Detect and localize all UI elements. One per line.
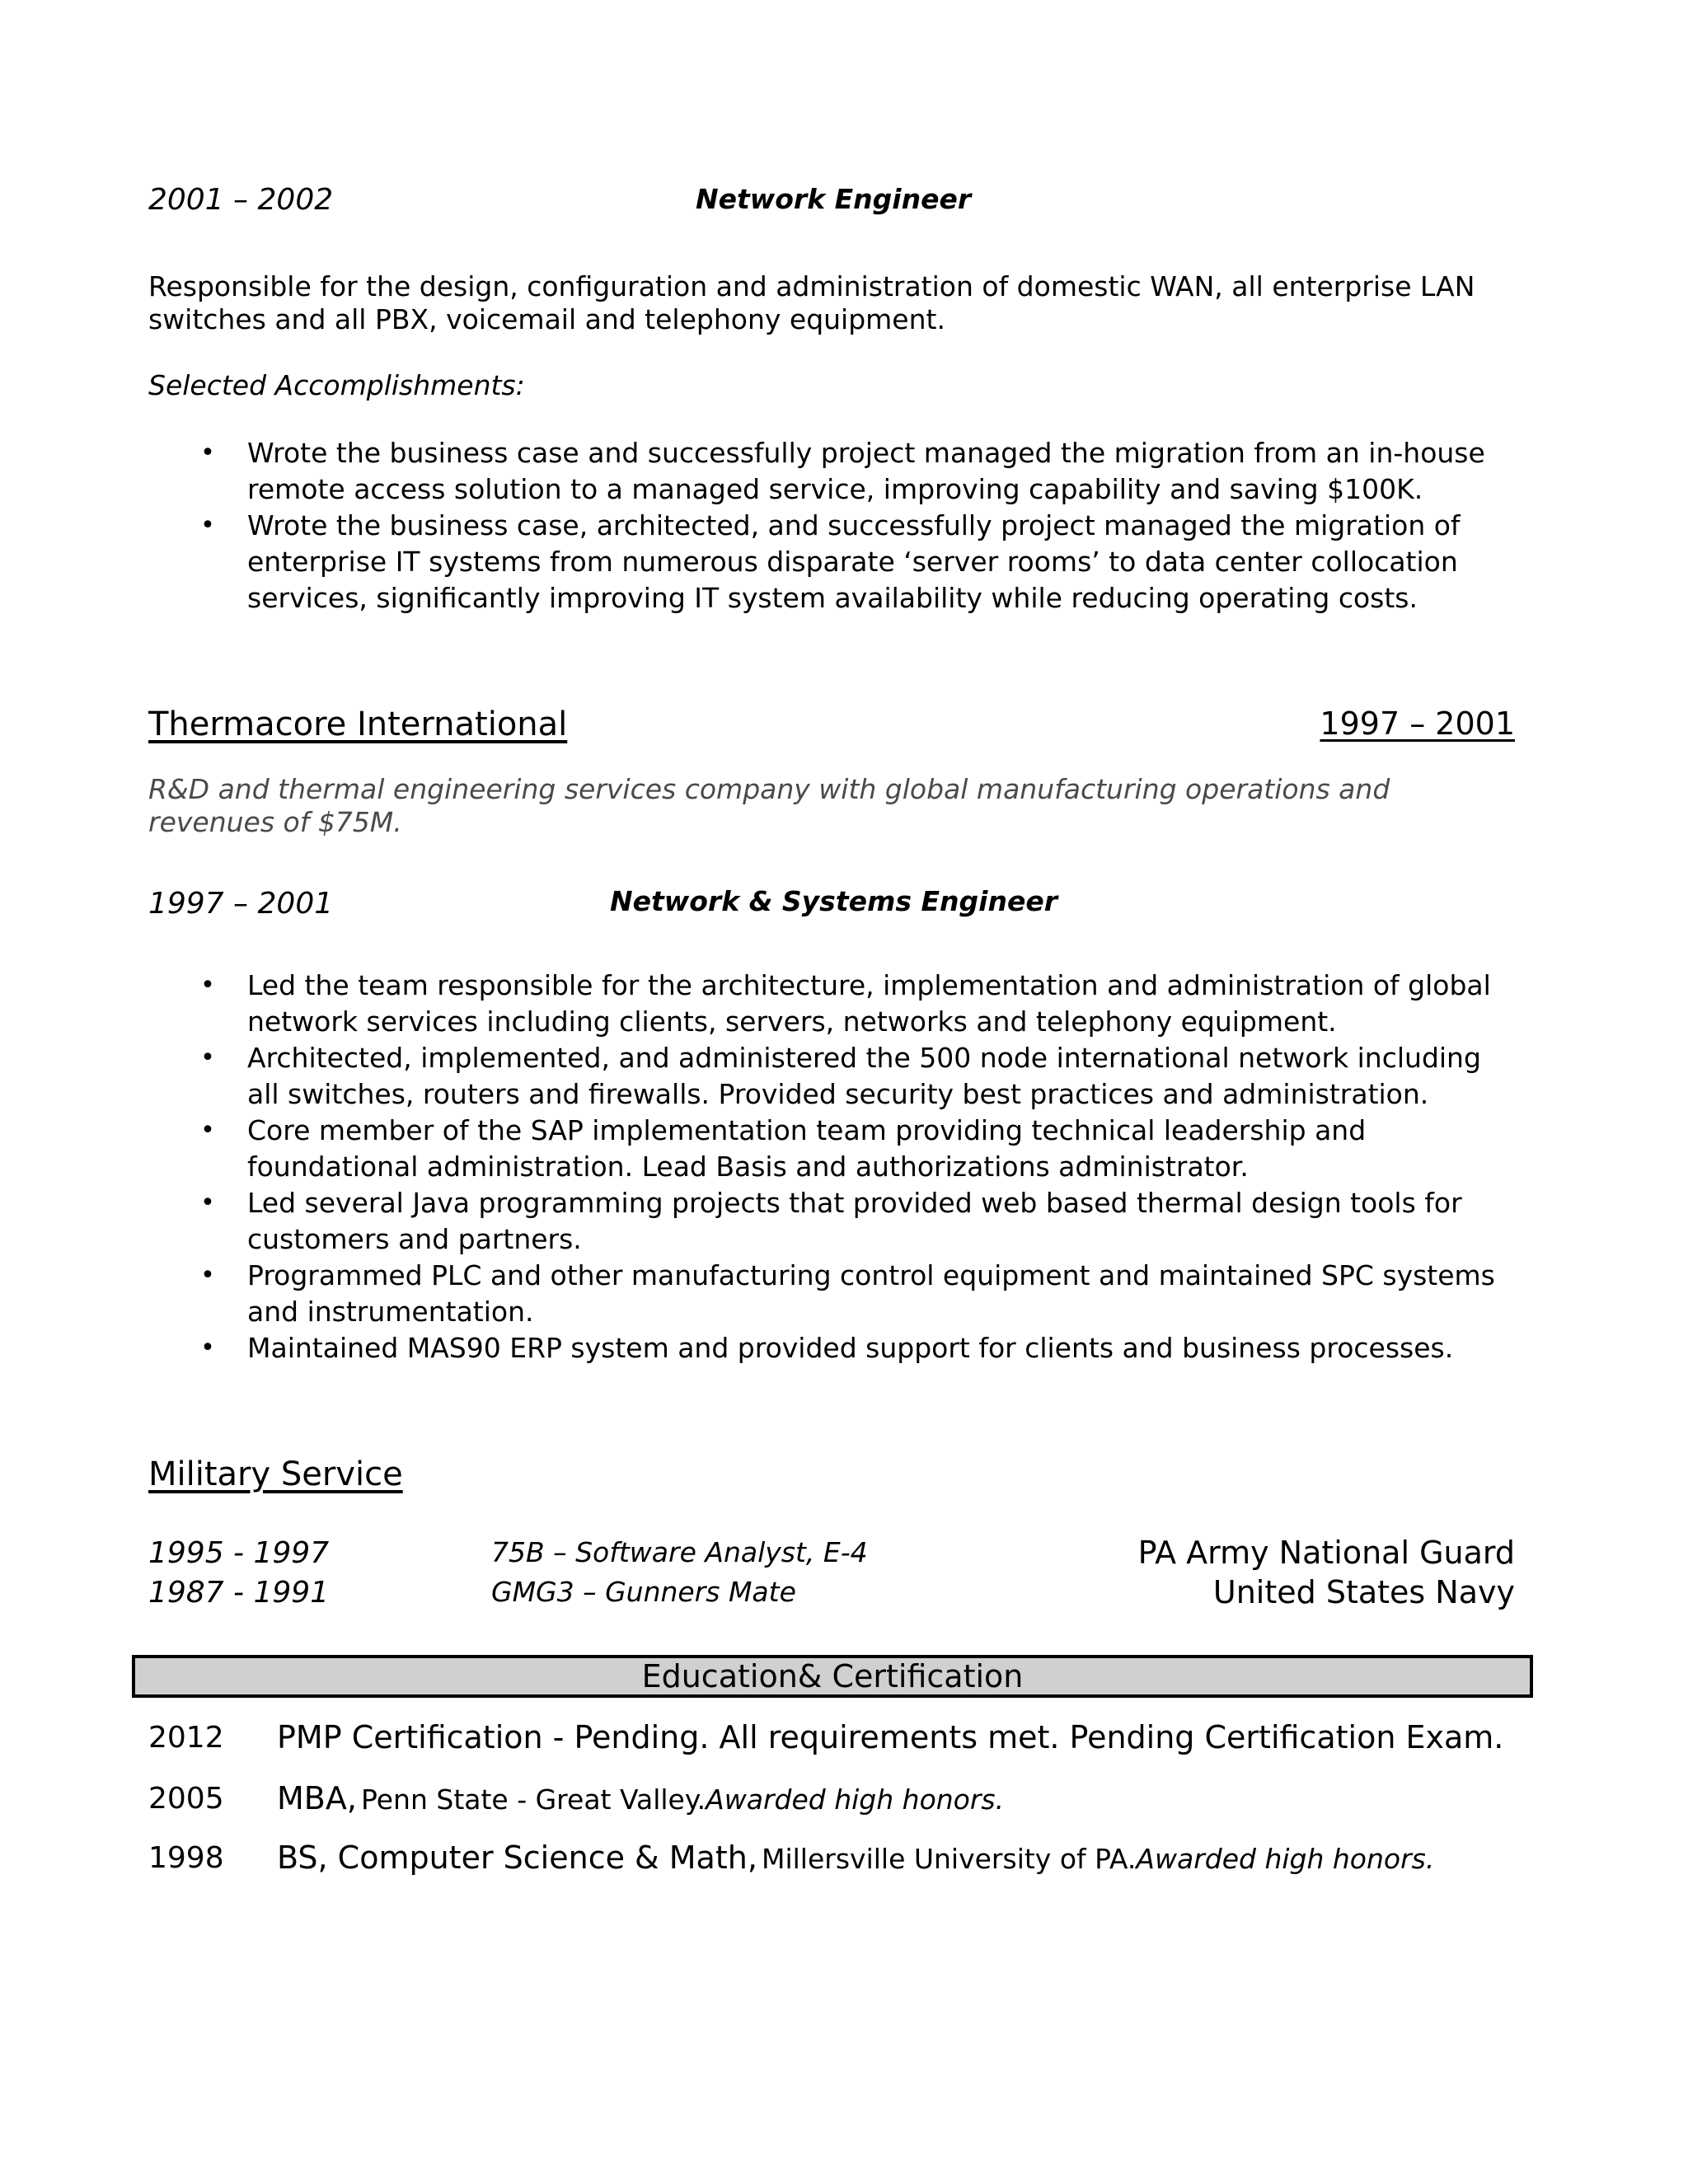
bullet-line: Wrote the business case and successfully project managed the migration from an in-house [247, 437, 1485, 469]
bullet-line: Core member of the SAP implementation team providing technical leadership and [247, 1114, 1367, 1146]
edu-honors: Awarded high honors. [706, 1783, 1005, 1816]
list-item [191, 968, 1543, 1040]
edu-year-3 [148, 1841, 224, 1875]
edu-school: Penn State - Great Valley. [361, 1783, 706, 1816]
list-item [191, 1185, 1543, 1258]
list-item [191, 508, 1543, 616]
edu-honors: Awarded high honors. [1136, 1843, 1435, 1875]
edu-detail-3 [277, 1840, 1434, 1876]
edu-year-text: 2005 [148, 1782, 224, 1816]
company-dates: 1997 – 2001 [1320, 705, 1515, 742]
company-desc-line2: revenues of $75M. [148, 806, 402, 838]
bullet-dot-icon: • [200, 1261, 215, 1290]
military-role-2: GMG3 – Gunners Mate [491, 1576, 796, 1608]
bullet-dot-icon: • [200, 511, 215, 540]
education-heading-box [132, 1655, 1533, 1698]
bullet-line: Architected, implemented, and administered the 500 node international network including [247, 1042, 1481, 1074]
bullet-dot-icon: • [200, 1043, 215, 1072]
list-item [191, 1258, 1543, 1330]
bullet-line: remote access solution to a managed service, improving capability and saving $100K. [247, 473, 1423, 505]
edu-school: Millersville University of PA. [762, 1843, 1137, 1875]
job2-dates: 1997 – 2001 [148, 887, 334, 921]
edu-year-text: 1998 [148, 1841, 224, 1875]
military-role-1: 75B – Software Analyst, E-4 [491, 1536, 868, 1568]
edu-degree: BS, Computer Science & Math, [277, 1840, 757, 1876]
company-desc-line1: R&D and thermal engineering services company with global manufacturing operations and [148, 773, 1390, 805]
job2-bullet-list [191, 968, 1543, 1366]
military-heading: Military Service [148, 1455, 403, 1493]
bullet-dot-icon: • [200, 971, 215, 1000]
bullet-line: foundational administration. Lead Basis and authorizations administrator. [247, 1151, 1249, 1183]
bullet-line: Led several Java programming projects that provided web based thermal design tools for [247, 1187, 1462, 1219]
list-item [191, 435, 1543, 508]
bullet-line: Wrote the business case, architected, and successfully project managed the migration of [247, 509, 1461, 541]
bullet-line: Programmed PLC and other manufacturing control equipment and maintained SPC systems [247, 1259, 1495, 1291]
edu-detail-1: PMP Certification - Pending. All requirements met. Pending Certification Exam. [277, 1719, 1504, 1755]
company-name: Thermacore International [148, 705, 568, 743]
military-dates-1: 1995 - 1997 [148, 1536, 330, 1570]
bullet-dot-icon: • [200, 438, 215, 467]
list-item [191, 1330, 1543, 1366]
bullet-line: network services including clients, servers, networks and telephony equipment. [247, 1005, 1337, 1038]
edu-year-1: 2012 [148, 1721, 224, 1755]
accomplishments-label: Selected Accomplishments: [148, 369, 525, 401]
list-item [191, 1040, 1543, 1113]
edu-year-2 [148, 1782, 224, 1816]
military-org-1: PA Army National Guard [1137, 1535, 1515, 1571]
bullet-line: enterprise IT systems from numerous disparate ‘server rooms’ to data center collocation [247, 546, 1458, 578]
bullet-line: all switches, routers and firewalls. Provided security best practices and administration. [247, 1078, 1429, 1110]
list-item [191, 1113, 1543, 1185]
bullet-line: and instrumentation. [247, 1296, 534, 1328]
bullet-dot-icon: • [200, 1333, 215, 1362]
bullet-line: Led the team responsible for the architecture, implementation and administration of global [247, 969, 1491, 1001]
job2-title: Network & Systems Engineer [610, 885, 1058, 917]
military-org-2: United States Navy [1212, 1574, 1515, 1610]
edu-degree: MBA, [277, 1780, 357, 1816]
edu-detail-2 [277, 1780, 1004, 1816]
job1-summary-line2: switches and all PBX, voicemail and telephony equipment. [148, 303, 945, 335]
bullet-dot-icon: • [200, 1188, 215, 1217]
job1-bullet-list [191, 435, 1543, 616]
bullet-line: services, significantly improving IT system availability while reducing operating costs. [247, 582, 1418, 614]
bullet-line: customers and partners. [247, 1223, 582, 1255]
bullet-dot-icon: • [200, 1116, 215, 1145]
job1-title: Network Engineer [696, 183, 972, 215]
education-heading: Education& Certification [641, 1658, 1024, 1694]
job1-dates: 2001 – 2002 [148, 183, 334, 217]
bullet-line: Maintained MAS90 ERP system and provided support for clients and business processes. [247, 1332, 1454, 1364]
job1-summary-line1: Responsible for the design, configuration and administration of domestic WAN, all enterprise LAN [148, 270, 1475, 302]
military-dates-2: 1987 - 1991 [148, 1576, 330, 1610]
